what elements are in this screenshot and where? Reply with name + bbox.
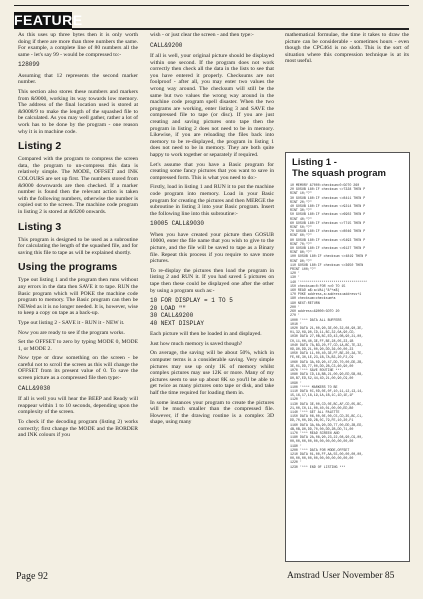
listing-line: 270 ' [290, 313, 300, 318]
listing-line: RINT 60;"?" [290, 233, 312, 238]
listing-line: 170 POKE address,a:address=address+1 [290, 292, 362, 297]
listing-line: 1120 ' [290, 397, 302, 402]
paragraph: Assuming that 12 represents the second marker number. [18, 72, 138, 86]
listing-line: RINT 10;"?" [290, 191, 312, 196]
listing-line: RINT 30;"?" [290, 208, 312, 213]
paragraph: When you have created your picture then GOSUB 10000, enter the file name that you wish to give to the picture, and the file will be saved to tape as a Binary file. Repeat this process if you require to save more pictures. [150, 231, 274, 265]
listing-line: 60 GOSUB 180:IF checksum <>7715 THEN P [290, 220, 366, 225]
listing-line: 21,00,C0,11,00,40,01,00,00,ED,B0 [290, 405, 354, 410]
listing-line: 1150 DATA 06,00,0E,00,C5,CD,35,BC,C1, [290, 414, 364, 419]
listing-line: 140 '********************************** [290, 279, 368, 284]
listing-line: 70 GOSUB 180:IF checksum <>8046 THEN P [290, 229, 366, 234]
paragraph: Now you are ready to see if the program works. [18, 329, 125, 336]
listing-line: 3E,01,DD,77,00,DD,2B,C3,60,90,00 [290, 363, 354, 368]
listing-line: 1040 DATA 7A,B3,20,F7,CD,1A,BC,7E,32, [290, 342, 364, 347]
listing-line: 10 MEMORY &7000:checksum=0:GOTO 260 [290, 183, 360, 187]
listing-1-title: Listing 1 - The squash program [292, 157, 386, 179]
paragraph: To re-display the pictures then load the program in listing 2 and RUN it. If you had saved 5 pictures on tape then these could be displayed one after the other by using a program such as:- [150, 267, 274, 294]
column-3 [285, 32, 409, 68]
listing-line: 160 READ a$:a=VAL("&"+a$) [290, 288, 340, 293]
paragraph: mathematical formulae, the time it takes to draw the picture can be considerable - sometimes hours - even though the CPC464 is no sloth. This is the sort of situation where this compression technique is at its most useful. [285, 32, 409, 65]
listing-line: RINT 70;"?" [290, 241, 312, 246]
listing-line: 40 GOSUB 180:IF checksum <>9214 THEN P [290, 204, 366, 209]
listing-line: 1020 DATA 21,00,90,3E,00,32,08,90,3E, [290, 325, 364, 330]
paragraph: In some instances your program to create the pictures will be much smaller than the compressed file. However, if the drawing routine is a complex 3D shape, using many [150, 399, 274, 426]
listing-line: 1180 DATA 2A,08,90,23,22,08,90,C9,00, [290, 435, 364, 440]
paragraph: If all is well you will hear the BEEP and Ready will reappear within 1 to 10 seconds, depending upon the complexity of the screen. [18, 396, 138, 416]
column-1 [18, 32, 138, 442]
code-snippet: CALL&9030 [18, 384, 51, 392]
listing-line: RINT 40;"?" [290, 216, 312, 221]
paragraph: Type out listing 1 and the program then runs without any errors in the data then SAVE it to tape. RUN the Basic program which will POKE the machine code program to memory. The Basic program can then be NEWed as it is no longer needed. It is, however, wise to keep a copy on tape as a back-up. [18, 277, 138, 317]
code-snippet: CALL&9200 [150, 41, 183, 49]
paragraph: Now type or draw something on the screen - be careful not to scroll the screen as this will change the OFFSET from its present value of 0. To save the screen picture as a compressed file then type:- [18, 355, 138, 382]
listing-line: 15,16,17,18,19,1A,1B,1C,1D,1E,1F [290, 393, 354, 398]
listing-line: RINT 80;"?" [290, 250, 312, 255]
listing-line: 1100 '**** MARKERS TO BE [290, 384, 338, 389]
listing-line: 200 ' [290, 304, 300, 309]
paragraph: wish - or just clear the screen - and then type:- [150, 32, 254, 38]
heading-using-programs: Using the programs [18, 261, 118, 274]
listing-line: 1140 '*** GET ALL PALETTE [290, 409, 340, 414]
listing-line: 1160 DATA 3A,0A,90,DD,77,00,DD,2B,ED, [290, 422, 364, 427]
paragraph: Firstly, load in listing 1 and RUN it to put the machine code program into memory. Load in your Basic program for creating the pictures and then MERGE the subroutine in listing 3 into your Basic program. Insert the following line into this subroutine:- [150, 184, 274, 217]
paragraph: Compared with the program to compress the screen data, the program to un-compress this data is relatively simple. The MODE, OFFSET and INK COLOURS are set up first. The numbers stored from &9000 downwards are then checked. If a marker number is found then the relevant action is taken with the following numbers, otherwise the number is copied out to the screen. The machine code program in listing 2 is stored at &9200 onwards. [18, 156, 138, 215]
listing-line: 1000 '*** DATA ALL BUFFERS [290, 317, 342, 322]
listing-line: 1230 '*** END OF LISTING *** [290, 464, 346, 469]
listing-line: RINT 20;"?" [290, 199, 312, 204]
code-line: 30 CALL&9200 [150, 312, 194, 320]
heading-listing-3: Listing 3 [18, 220, 62, 233]
listing-line: 150 checksum=0:FOR n=0 TO 15 [290, 283, 346, 288]
code-line: 40 NEXT DISPLAY [150, 319, 205, 327]
code-snippet: 10005 CALL&9030 [150, 220, 205, 228]
listing-line: 80 GOSUB 180:IF checksum <>5493 THEN P [290, 237, 366, 242]
listing-line: 130 ' [290, 275, 300, 280]
paragraph: Let's assume that you have a Basic program for creating some fancy pictures that you want to save in compressed form. This is what you need to do:- [150, 161, 274, 181]
paragraph: If all is well, your original picture should be displayed within one second. If the program does not work correctly then check all the data in the lists to see that you have entered it properly. Checksums are not foolproof - after all, you may enter two values the wrong way around. The checksum will still be the same but two values the wrong way around in the machine code program spell disaster. When the two programs are working, enter listing 3 and SAVE the compressed file to tape (or disc). If you are just creating and saving pictures onto tape then the program in listing 2 does not need to be in memory. Likewise, if you are reloading the files back into memory to be re-displayed, the program in listing 1 does not need to be in memory. They are both quite happy to work together or separately if required. [150, 53, 274, 158]
listing-line: 1190 ' [290, 443, 302, 448]
paragraph: As this uses up three bytes then it is only worth doing if there are more than three numbers the same. For example, a complete line of 80 numbers all the same - let's say 99 - would be compressed to:- [18, 32, 138, 58]
header-rule [72, 28, 409, 30]
listing-1-box [285, 152, 410, 562]
paragraph: Set the OFFSET to zero by typing MODE 0, MODE 1, or MODE 2. [18, 339, 138, 352]
listing-line: 01,32,09,90,CD,11,BC,32,0A,90,CD, [290, 330, 356, 335]
paragraph: Each picture will then be loaded in and displayed. [150, 331, 262, 338]
code-line: 20 LOAD "" [150, 304, 187, 312]
magazine-footer: Amstrad User November 85 [287, 571, 395, 581]
listing-line: 90,B7,ED,52,44,4D,21,00,90,C9,00 [290, 376, 354, 381]
listing-line: 20 GOSUB 180:IF checksum <>7328 THEN P [290, 187, 366, 192]
listing-line: 1110 DATA 0C,0D,0E,0F,10,11,12,13,14, [290, 388, 364, 393]
listing-line: 260 address=&9000:GOTO 20 [290, 309, 340, 314]
listing-line: DD,70,00,DD,2B,0C,79,FE,10,20,F1 [290, 418, 354, 423]
listing-line: 1070 '*** SAVE ROUTINE *** [290, 367, 342, 372]
listing-line: RINT 90;"?" [290, 258, 312, 263]
listing-line: 100 GOSUB 180:IF checksum <>4819 THEN P [290, 254, 368, 259]
listing-line: 190 NEXT:RETURN [290, 300, 320, 305]
code-listing-display-loop [150, 297, 274, 327]
listing-line: 1090 ' [290, 380, 302, 385]
listing-line: C0,11,00,40,3E,FF,BE,28,05,23,1B [290, 338, 354, 343]
listing-line: 1210 DATA 01,00,FF,AA,55,00,00,00,00, [290, 452, 364, 456]
listing-line: PRINT 100;"?" [290, 267, 316, 272]
paragraph: This program is designed to be used as a subroutine for calculating the length of the squashed file, and for saving this file to tape as will be explained shortly. [18, 236, 138, 256]
paragraph: On average, the saving will be about 50%, which in computer terms is a considerable saving. Very simple pictures may use up only 1K of memory whilst complex pictures may use 12K or more. Many of my pictures seem to use up about 8K so you'll be able to get twice as many pictures onto tape or disk, and take half the time required for loading them in. [150, 350, 274, 396]
paragraph: This section also stores these numbers and markers from &9000, working its way towards low memory. The address of the final location used is stored at &9008/9 to make the length of the squashed file to be calculated. As you may well gather, rather a lot of work has to be done by the program - one reason why it is in machine code. [18, 89, 138, 135]
listing-line: 1220 ' [290, 460, 302, 465]
page-number: Page 92 [16, 571, 48, 582]
listing-line: 1170 '*** READ SCREEN AND [290, 430, 340, 435]
listing-line: 0D,90,DD,21,00,90,DD,36,00,00,23 [290, 346, 354, 351]
listing-line: 1060 DATA 3A,0D,90,47,DD,70,00,DD,2B, [290, 359, 364, 364]
listing-line: 1050 DATA 11,00,40,3E,FF,BE,20,2A,7E, [290, 351, 364, 356]
listing-line: 90 GOSUB 180:IF checksum <>6127 THEN P [290, 246, 366, 251]
listing-line: 110 GOSUB 180:IF checksum <>3650 THEN [290, 262, 364, 267]
listing-line: 1130 DATA 3E,00,CD,0E,BC,AF,CD,05,BC, [290, 401, 364, 406]
section-label: FEATURE [14, 12, 83, 28]
listing-line: FE,0E,30,1E,23,1B,7A,B3,20,F2,C9 [290, 355, 354, 360]
listing-line: 1010 ' [290, 321, 302, 326]
listing-line: 50 GOSUB 180:IF checksum <>6902 THEN P [290, 212, 366, 217]
listing-1-code [290, 183, 408, 469]
paragraph: Type out listing 2 - SAVE it - RUN it - NEW it. [18, 319, 125, 326]
listing-line: 1030 DATA 27,0B,BC,ED,43,0B,90,21,00, [290, 334, 364, 339]
listing-line: 00,00,00,00,00,00,00,00,00,00,00 [290, 456, 354, 461]
column-2 [150, 32, 274, 429]
listing-line: 120 ' [290, 271, 300, 276]
listing-line: 00,00,00,00,00,00,00,00,00,00,00 [290, 439, 354, 444]
top-rule [14, 5, 409, 6]
listing-line: 1080 DATA CD,18,BB,21,00,90,ED,5B,08, [290, 372, 364, 377]
listing-line: 1200 '*** DATA FOR MODE,OFFSET [290, 447, 350, 452]
code-line: 10 FOR DISPLAY = 1 TO 5 [150, 297, 233, 305]
paragraph: To check if the decoding program (listing 2) works correctly; first change the MODE and the BORDER and INK colours if you [18, 418, 138, 439]
listing-line: RINT 50;"?" [290, 225, 312, 230]
listing-line: 4B,0B,90,DD,70,00,DD,2B,DD,71,00 [290, 426, 354, 431]
heading-listing-2: Listing 2 [18, 140, 62, 153]
listing-line: 30 GOSUB 180:IF checksum <>8411 THEN P [290, 195, 366, 200]
listing-line: 180 checksum=checksum+a [290, 296, 336, 301]
code-snippet: 128099 [18, 61, 40, 69]
paragraph: Just how much memory is saved though? [150, 340, 243, 347]
